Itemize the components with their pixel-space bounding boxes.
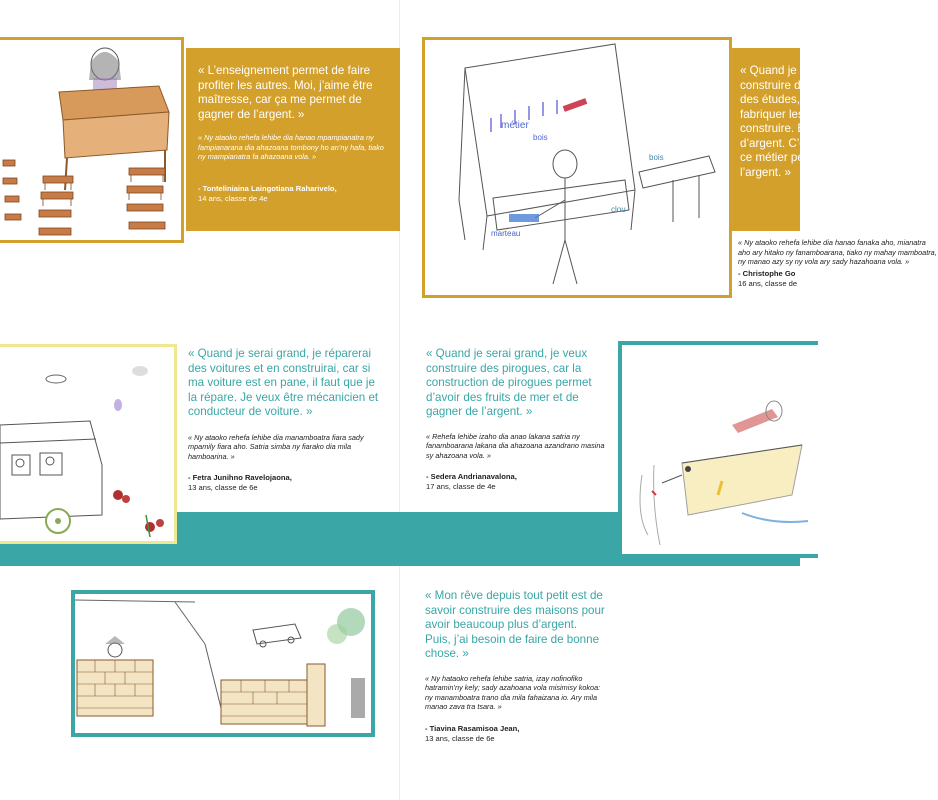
quote-mechanic: [188, 347, 384, 493]
quote-houses: [425, 589, 605, 744]
pirogue-sketch: [622, 345, 818, 554]
quote-french: « Quand je serai grand, je souhaite construire des meubles. Je vais faire des études, puis je trouverai comment fabriquer les meubles, ce que j’aime construire. En plus, j’aurai beaucoup d’argent. C’est pour quoi, je dis que ce métier permet de gagner de l’argent. »: [740, 64, 936, 179]
quote-malagasy: « Ny ataoko rehefa lehibe dia hanao fanaka aho, mianatra aho ary hitako ny fanamboarana, tiako ny mahay mamboatra, ny manao azy sy ny vola ary sady hazahoana vola. »: [738, 238, 937, 267]
label-bench-wood: bois: [649, 153, 664, 162]
quote-french: « L’enseignement permet de faire profiter les autres. Moi, j’aime être maîtresse, car ça me permet de gagner de l’argent. »: [198, 64, 373, 121]
author-name: - Tiavina Rasamisoa Jean,: [425, 723, 520, 733]
author-age: 14 ans, classe de 4e: [198, 194, 268, 203]
houses-sketch: [75, 594, 371, 733]
author-name: - Fetra Junihno Ravelojaona,: [188, 473, 292, 483]
quote-malagasy: « Ny ataoko rehefa lehibe dia manamboatra fiara sady mpamily fiara aho. Satria simba ny fiarako dia mila hamboarina. »: [188, 432, 364, 461]
author-age: 13 ans, classe de 6e: [425, 733, 495, 743]
drawing-houses: [71, 590, 375, 737]
author-age: 17 ans, classe de 4e: [426, 482, 496, 492]
quote-french: « Quand je serai grand, je réparerai des voitures et en construirai, car si ma voiture est en pane, il faut que je la répare. Je veux être mécanicien et conducteur de voiture. »: [188, 347, 379, 418]
quote-pirogues: [426, 347, 606, 492]
car-sketch: [0, 347, 174, 541]
author-age: 16 ans, classe de: [738, 278, 798, 288]
quote-french: « Quand je serai grand, je veux construire des pirogues, car la construction de pirogues permet d’avoir des fruits de mer et de gagner de l’argent. »: [426, 347, 592, 418]
label-hammer: marteau: [491, 229, 521, 238]
drawing-carpenter: [422, 37, 732, 298]
carpenter-sketch: [425, 40, 729, 295]
drawing-classroom: [0, 37, 184, 243]
drawing-car: [0, 344, 177, 544]
label-tools: métier: [501, 120, 529, 131]
drawing-pirogue: [618, 341, 818, 558]
quote-malagasy: « Rehefa lehibe izaho dia anao lakana satria ny fanamboarana lakana dia ahazoana azandrano masina sy ahazoana vola. »: [426, 431, 605, 460]
author-name: - Sedera Andrianavalona,: [426, 472, 517, 482]
quote-box-teacher: [186, 48, 400, 231]
quote-malagasy: « Ny hataoko rehefa lehibe satria, izay nofinofiko hatramin’ny kely; sady azahoana vola misimisy kokoa: ny manamboatra trano dia mila fahaizana io. Ary mila manao zava tra tsara. »: [425, 673, 601, 712]
author-name: - Tonteliniaina Laingotiana Raharivelo,: [198, 184, 337, 193]
author-name: - Christophe Go: [738, 268, 796, 278]
label-wood: bois: [533, 133, 548, 142]
quote-french: « Mon rêve depuis tout petit est de savoir construire des maisons pour avoir beaucoup plus d’argent. Puis, j’ai besoin de faire de bonne chose. »: [425, 589, 605, 660]
classroom-sketch: [0, 40, 181, 240]
quote-box-carpenter: [732, 48, 936, 231]
quote-malagasy: « Ny ataoko rehefa lehibe dia hanao mpampianatra ny fampianarana dia ahazoana tombony ho an’ny hafa, tiako ny mampianatra fa ahazoana vola. »: [198, 133, 384, 162]
label-nail: clou: [611, 205, 626, 214]
author-age: 13 ans, classe de 6e: [188, 483, 258, 493]
quote-box-carpenter-extra: [738, 238, 937, 298]
